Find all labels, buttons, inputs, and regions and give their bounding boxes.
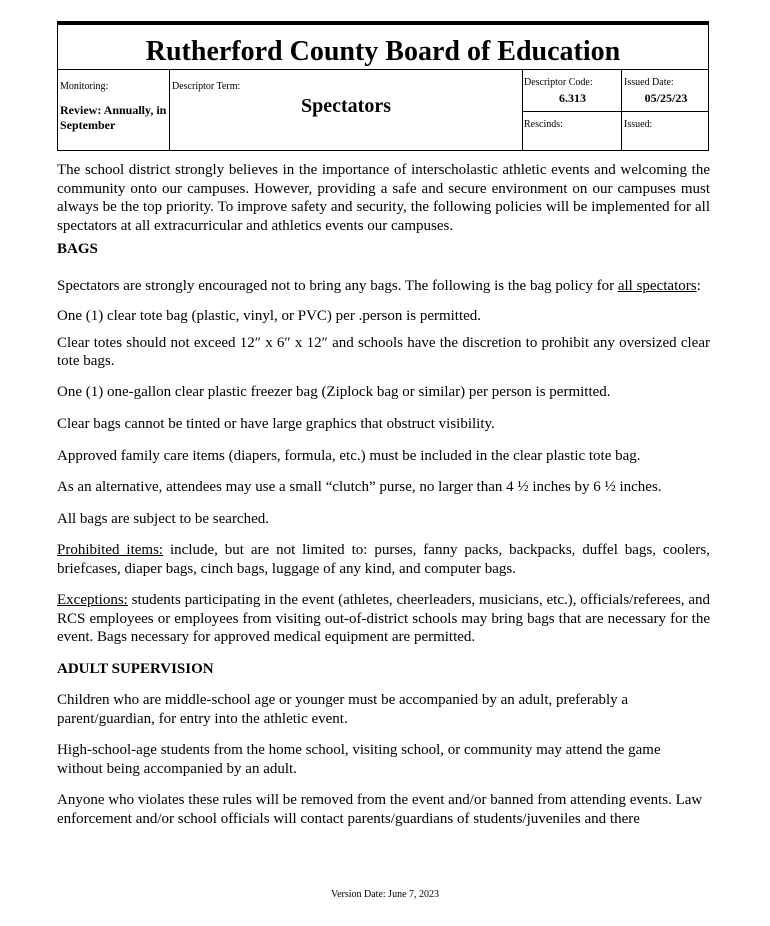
descriptor-code-label: Descriptor Code: — [524, 77, 593, 88]
prohibited-items-label: Prohibited items: — [57, 542, 164, 558]
bag-rule: As an alternative, attendees may use a small “clutch” purse, no larger than 4 ½ inches by 6 ½ inches. — [57, 479, 662, 495]
adult-supervision-paragraph: Anyone who violates these rules will be removed from the event and/or banned from attending events. Law enforcement and/or school officials will contact parents/guardians of students/juveniles and there — [57, 792, 703, 827]
exceptions-label: Exceptions: — [57, 592, 128, 608]
bag-rule: One (1) one-gallon clear plastic freezer bag (Ziplock bag or similar) per person is permitted. — [57, 383, 611, 400]
bags-intro-paragraph — [57, 277, 710, 296]
monitoring-value: Review: Annually, in September — [60, 103, 167, 132]
header-divider — [58, 69, 708, 70]
descriptor-term-title: Spectators — [301, 95, 391, 117]
bag-rule: All bags are subject to be searched. — [57, 510, 269, 527]
adult-supervision-paragraph: High-school-age students from the home school, visiting school, or community may attend the game without being accompanied by an adult. — [57, 742, 661, 777]
column-divider — [522, 69, 523, 150]
adult-supervision-heading: ADULT SUPERVISION — [57, 660, 214, 677]
bags-intro-text: Spectators are strongly encouraged not to bring any bags. The following is the bag policy for — [57, 277, 615, 294]
rescinds-label: Rescinds: — [524, 119, 563, 130]
exceptions-paragraph — [57, 591, 710, 647]
issued-date-value: 05/25/23 — [644, 91, 688, 105]
version-date-footer: Version Date: June 7, 2023 — [330, 889, 440, 900]
bags-heading: BAGS — [57, 241, 98, 257]
intro-paragraph: The school district strongly believes in the importance of interscholastic athletic events and welcoming the community onto our campuses. However, providing a safe and secure environment on our campuses must always be the top priority. To improve safety and security, the following policies will be implemented for all spectators at all extracurricular and athletics events our campuses. — [57, 162, 710, 234]
prohibited-items-text: include, but are not limited to: purses, fanny packs, backpacks, duffel bags, coolers, briefcases, diaper bags, cinch bags, luggage of any kind, and computer bags. — [57, 542, 710, 577]
bag-rule: Approved family care items (diapers, formula, etc.) must be included in the clear plastic tote bag. — [57, 447, 641, 464]
descriptor-term-label: Descriptor Term: — [172, 81, 241, 92]
prohibited-items-paragraph — [57, 541, 710, 578]
bag-rule: Clear totes should not exceed 12″ x 6″ x 12″ and schools have the discretion to prohibit any oversized clear tote bags. — [57, 334, 710, 369]
monitoring-label: Monitoring: — [60, 81, 109, 92]
descriptor-code-value: 6.313 — [559, 91, 586, 105]
org-title: Rutherford County Board of Education — [145, 36, 621, 67]
bags-intro-colon: : — [696, 277, 701, 294]
policy-header-table — [57, 21, 709, 151]
exceptions-text: students participating in the event (athletes, cheerleaders, musicians, etc.), officials/referees, and RCS employees or employees from visiting out-of-district schools may bring bags that are necessary for the event. Bags necessary for approved medical equipment are permitted. — [57, 592, 710, 645]
bag-rule: One (1) clear tote bag (plastic, vinyl, or PVC) per .person is permitted. — [57, 308, 482, 324]
issued-date-label: Issued Date: — [624, 77, 674, 88]
adult-supervision-paragraph: Children who are middle-school age or younger must be accompanied by an adult, preferably a parent/guardian, for entry into the athletic event. — [57, 692, 629, 727]
column-divider — [621, 69, 622, 150]
row-divider — [522, 111, 708, 112]
bag-rule: Clear bags cannot be tinted or have large graphics that obstruct visibility. — [57, 416, 495, 432]
all-spectators-text: all spectators — [617, 277, 697, 294]
issued-label: Issued: — [624, 119, 653, 130]
policy-body — [57, 161, 710, 828]
